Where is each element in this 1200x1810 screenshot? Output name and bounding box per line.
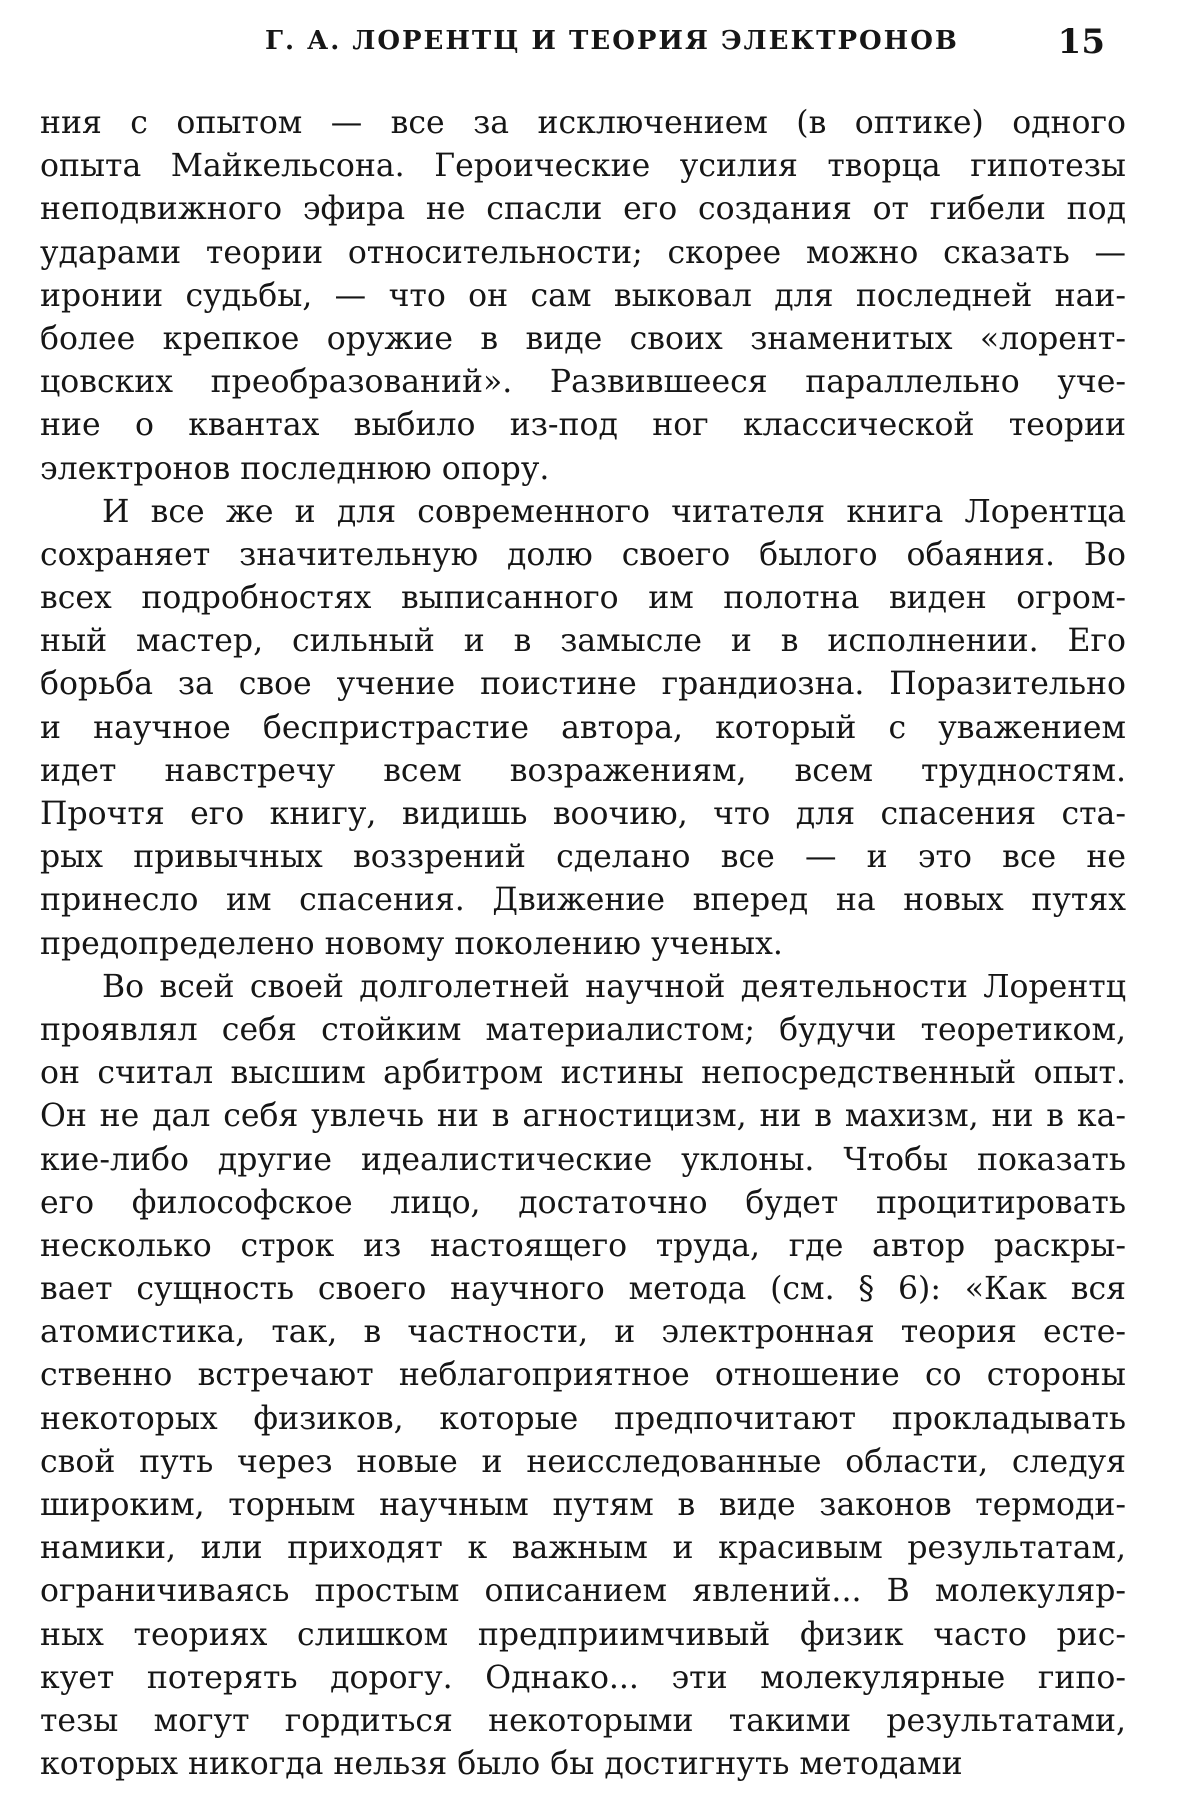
- text-line: ния с опытом — все за исключением (в оптике) одного: [40, 105, 1126, 141]
- text-line: атомистика, так, в частности, и электронная теория есте-: [40, 1314, 1126, 1351]
- text-line: электронов последнюю опору.: [40, 450, 550, 487]
- paragraph: [40, 491, 1126, 966]
- text-line: Прочтя его книгу, видишь воочию, что для спасения ста-: [40, 796, 1126, 832]
- text-line: кует потерять дорогу. Однако... эти молекулярные гипо-: [40, 1659, 1126, 1696]
- text-line: идет навстречу всем возражениям, всем трудностям.: [40, 752, 1126, 789]
- page-number: 15: [1057, 22, 1105, 62]
- text-line: несколько строк из настоящего труда, где автор раскры-: [40, 1227, 1126, 1264]
- text-line: ственно встречают неблагоприятное отношение со стороны: [40, 1357, 1126, 1394]
- paragraph: [40, 102, 1126, 491]
- text-line: широким, торным научным путям в виде законов термоди-: [40, 1487, 1126, 1523]
- text-line: Во всей своей долголетней научной деятельности Лорентц: [102, 968, 1126, 1005]
- text-line: намики, или приходят к важным и красивым результатам,: [40, 1530, 1126, 1567]
- text-line: его философское лицо, достаточно будет процитировать: [40, 1184, 1126, 1221]
- text-line: тезы могут гордиться некоторыми такими результатами,: [40, 1702, 1126, 1739]
- text-line: которых никогда нельзя было бы достигнуть методами: [40, 1746, 963, 1783]
- text-line: борьба за свое учение поистине грандиозна. Поразительно: [40, 666, 1126, 703]
- text-line: ударами теории относительности; скорее можно сказать —: [40, 234, 1126, 271]
- text-line: рых привычных воззрений сделано все — и это все не: [40, 839, 1126, 876]
- text-line: свой путь через новые и неисследованные области, следуя: [40, 1443, 1126, 1480]
- text-line: ный мастер, сильный и в замысле и в исполнении. Его: [40, 623, 1126, 660]
- text-line: ограничиваясь простым описанием явлений... В молекуляр-: [40, 1573, 1126, 1610]
- text-line: И все же и для современного читателя книга Лорентца: [102, 493, 1126, 530]
- text-line: некоторых физиков, которые предпочитают прокладывать: [40, 1400, 1126, 1437]
- page-header: [265, 22, 1105, 66]
- text-line: проявлял себя стойким материалистом; будучи теоретиком,: [40, 1011, 1126, 1048]
- text-line: ных теориях слишком предприимчивый физик часто рис-: [40, 1616, 1126, 1653]
- running-head: Г. А. ЛОРЕНТЦ И ТЕОРИЯ ЭЛЕКТРОНОВ: [265, 26, 959, 56]
- text-line: предопределено новому поколению ученых.: [40, 925, 783, 962]
- text-line: цовских преобразований». Развившееся параллельно уче-: [40, 364, 1126, 401]
- text-line: Он не дал себя увлечь ни в агностицизм, ни в махизм, ни в ка-: [40, 1098, 1126, 1135]
- body-text: [40, 102, 1126, 1786]
- text-line: более крепкое оружие в виде своих знаменитых «лорент-: [40, 320, 1126, 357]
- text-line: вает сущность своего научного метода (см. § 6): «Как вся: [40, 1271, 1126, 1308]
- text-line: сохраняет значительную долю своего былого обаяния. Во: [40, 536, 1126, 573]
- text-line: неподвижного эфира не спасли его создания от гибели под: [40, 191, 1126, 228]
- text-line: принесло им спасения. Движение вперед на новых путях: [40, 882, 1126, 919]
- text-line: ние о квантах выбило из-под ног классической теории: [40, 407, 1126, 444]
- paragraph: [40, 966, 1126, 1787]
- text-line: всех подробностях выписанного им полотна виден огром-: [40, 580, 1126, 617]
- text-line: кие-либо другие идеалистические уклоны. Чтобы показать: [40, 1141, 1126, 1178]
- text-line: он считал высшим арбитром истины непосредственный опыт.: [40, 1055, 1126, 1092]
- text-line: опыта Майкельсона. Героические усилия творца гипотезы: [40, 148, 1126, 185]
- text-line: иронии судьбы, — что он сам выковал для последней наи-: [40, 277, 1126, 314]
- text-line: и научное беспристрастие автора, который с уважением: [40, 709, 1126, 746]
